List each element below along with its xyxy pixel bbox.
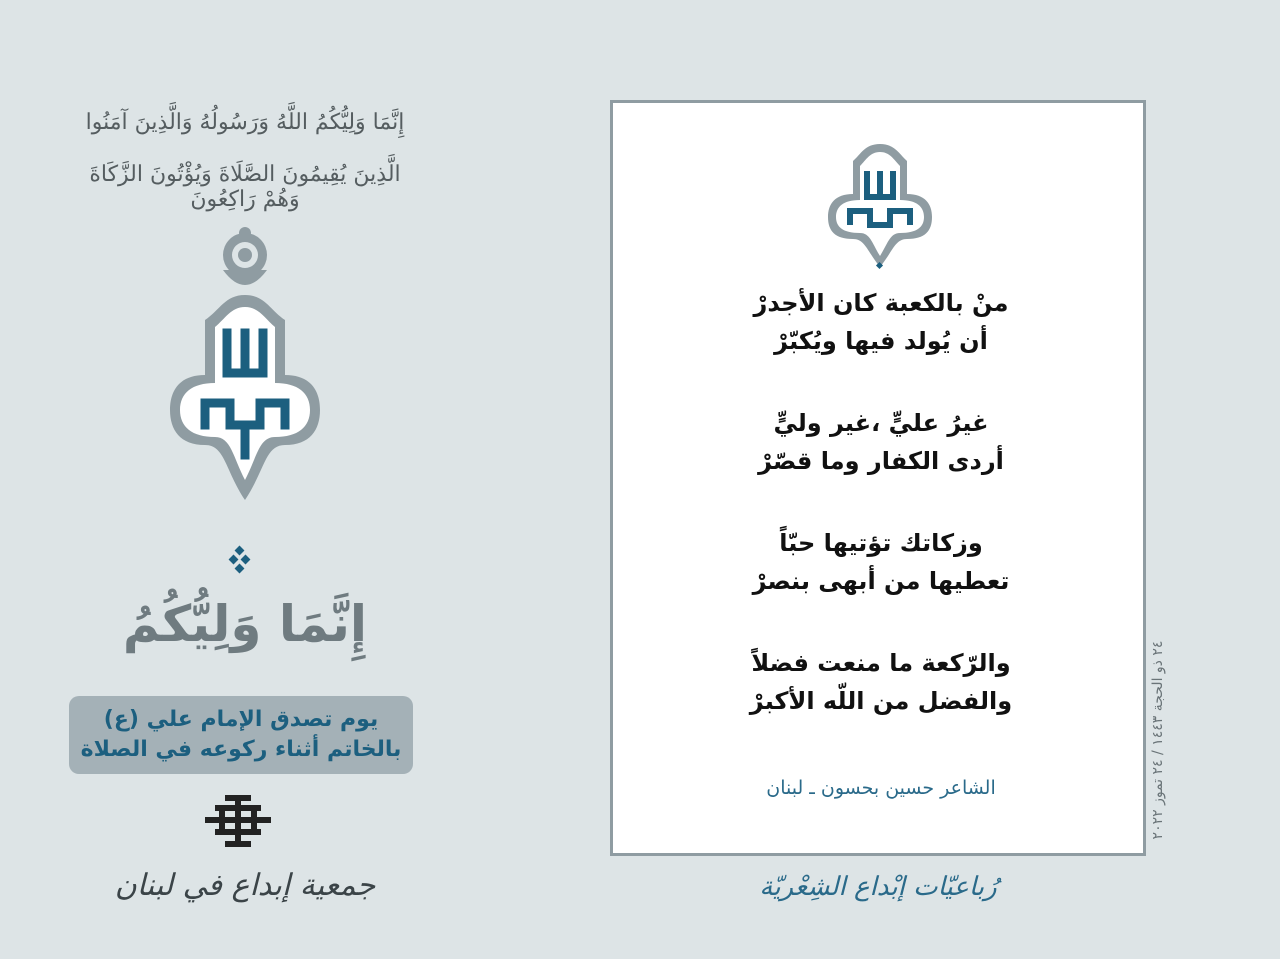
poem-line: غيرُ عليٍّ ،غير وليٍّ: [773, 409, 989, 437]
stanza-4: [613, 644, 1149, 720]
caption-line-2: بالخاتم أثناء ركوعه في الصلاة: [80, 737, 402, 762]
poem: [613, 284, 1149, 764]
quran-verse-line-1: إِنَّمَا وَلِيُّكُمُ اللَّهُ وَرَسُولُهُ وَالَّذِينَ آمَنُوا: [85, 110, 405, 135]
poem-line: والفضل من اللّه الأكبرْ: [749, 687, 1013, 715]
caption-box: [69, 696, 413, 774]
poem-line: أن يُولد فيها ويُكبّرْ: [774, 327, 988, 355]
headline: إِنَّمَا وَلِيُّكُمُ: [122, 595, 368, 653]
stanza-2: [613, 404, 1149, 480]
stanza-1: [613, 284, 1149, 360]
poem-line: والرّكعة ما منعت فضلاً: [751, 649, 1011, 677]
poem-line: وزكاتك تؤتيها حبّاً: [779, 529, 983, 557]
stanza-3: [613, 524, 1149, 600]
poem-line: منْ بالكعبة كان الأجدرْ: [753, 289, 1009, 317]
diamond-ornament-icon: [228, 545, 252, 575]
date-text: ٢٤ ذو الحجة ١٤٤٣ / ٢٤ تموز ٢٠٢٢: [1150, 640, 1166, 840]
series-title: رُباعيّات إبْداع الشِعْريّة: [759, 872, 997, 902]
poet-credit: الشاعر حسين بحسون ـ لبنان: [766, 777, 996, 799]
left-panel: [40, 90, 450, 940]
poem-line: أردى الكفار وما قصّرْ: [758, 447, 1004, 475]
caption-line-1: يوم تصدق الإمام علي (ع): [103, 707, 379, 732]
poem-line: تعطيها من أبهى بنصرْ: [752, 567, 1010, 595]
association-name: جمعية إبداع في لبنان: [114, 868, 376, 903]
quran-verse-line-2: الَّذِينَ يُقِيمُونَ الصَّلَاةَ وَيُؤْتُونَ الزَّكَاةَ وَهُمْ رَاكِعُونَ: [89, 162, 401, 212]
card-emblem-icon: [825, 139, 935, 274]
poem-card: [610, 100, 1146, 856]
kufic-square-logo-icon: [205, 795, 271, 855]
ali-wali-emblem-icon: [165, 225, 325, 535]
